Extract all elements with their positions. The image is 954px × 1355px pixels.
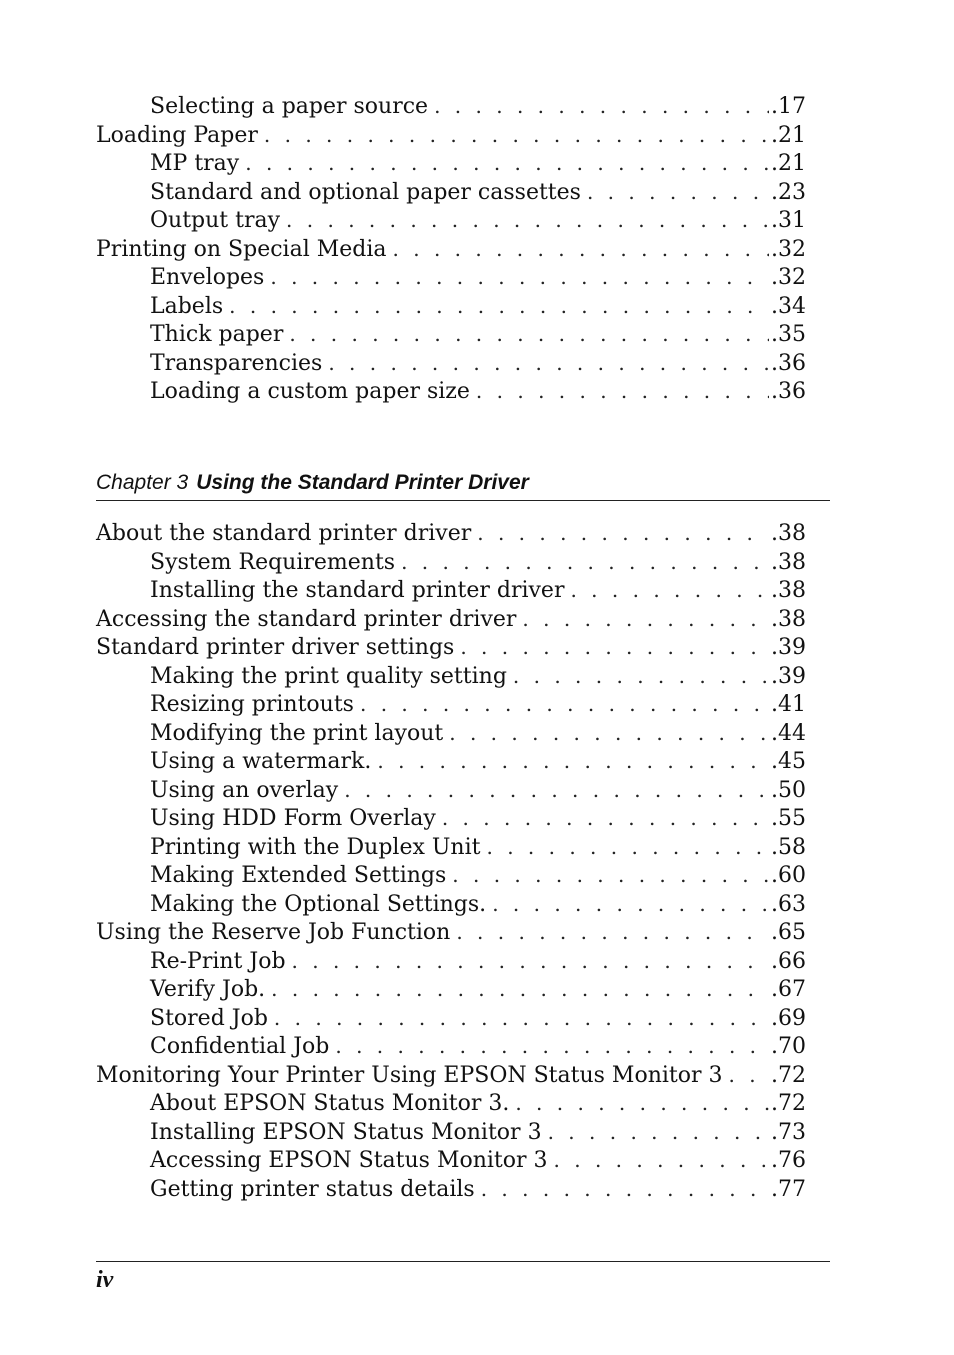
toc-entry-title: Using a watermark. bbox=[150, 748, 377, 777]
toc-dot-leader bbox=[452, 861, 769, 890]
toc-entry-title: Stored Job bbox=[150, 1005, 274, 1034]
toc-dot-leader bbox=[729, 1061, 769, 1090]
toc-entry[interactable] bbox=[96, 947, 806, 976]
toc-entry-title: Resizing printouts bbox=[150, 691, 360, 720]
toc-entry-page: .32 bbox=[771, 265, 806, 290]
toc-entry-page: .39 bbox=[771, 663, 806, 689]
toc-entry-title: System Requirements bbox=[150, 549, 401, 578]
toc-dot-leader bbox=[289, 320, 769, 349]
toc-dot-leader bbox=[377, 747, 769, 776]
toc-entry-title: Modifying the print layout bbox=[150, 720, 449, 749]
toc-entry[interactable] bbox=[96, 235, 806, 264]
toc-entry-title: Confidential Job bbox=[150, 1033, 335, 1062]
toc-entry[interactable] bbox=[96, 719, 806, 748]
toc-entry-page: .35 bbox=[771, 322, 806, 347]
footer-page-number: iv bbox=[96, 1267, 114, 1293]
toc-entry[interactable] bbox=[96, 747, 806, 776]
toc-entry-title: Making the print quality setting bbox=[150, 663, 513, 692]
toc-dot-leader bbox=[481, 1175, 769, 1204]
toc-entry[interactable] bbox=[96, 121, 806, 150]
toc-entry[interactable] bbox=[96, 633, 806, 662]
toc-dot-leader bbox=[335, 1032, 769, 1061]
toc-entry[interactable] bbox=[96, 149, 806, 178]
toc-entry-title: Installing EPSON Status Monitor 3 bbox=[150, 1119, 548, 1148]
toc-dot-leader bbox=[264, 121, 769, 150]
toc-entry[interactable] bbox=[96, 519, 806, 548]
toc-entry-page: .38 bbox=[771, 549, 806, 575]
toc-dot-leader bbox=[328, 349, 769, 378]
toc-entry-title: Output tray bbox=[150, 207, 286, 236]
toc-entry-page: .77 bbox=[771, 1176, 806, 1202]
toc-dot-leader bbox=[286, 206, 769, 235]
toc-entry[interactable] bbox=[96, 320, 806, 349]
toc-entry-title: Making Extended Settings bbox=[150, 862, 452, 891]
toc-entry[interactable] bbox=[96, 662, 806, 691]
toc-dot-leader bbox=[274, 1004, 769, 1033]
toc-entry[interactable] bbox=[96, 1118, 806, 1147]
footer-rule bbox=[96, 1261, 830, 1262]
toc-entry-page: .55 bbox=[771, 806, 806, 831]
toc-entry[interactable] bbox=[96, 1146, 806, 1175]
toc-entry-page: .69 bbox=[771, 1005, 806, 1031]
toc-entry-page: .36 bbox=[771, 350, 806, 376]
toc-entry-title: Transparencies bbox=[150, 350, 328, 379]
toc-entry[interactable] bbox=[96, 861, 806, 890]
toc-entry-page: .58 bbox=[771, 834, 806, 860]
toc-dot-leader bbox=[271, 975, 769, 1004]
toc-entry-title: Standard and optional paper cassettes bbox=[150, 179, 587, 208]
toc-entry-page: .31 bbox=[771, 208, 806, 233]
toc-entry-title: MP tray bbox=[150, 150, 245, 179]
toc-entry-title: Thick paper bbox=[150, 321, 289, 350]
toc-entry-page: .65 bbox=[771, 920, 806, 945]
toc-entry-page: .66 bbox=[771, 948, 806, 974]
toc-entry[interactable] bbox=[96, 1032, 806, 1061]
toc-dot-leader bbox=[587, 178, 769, 207]
toc-entry[interactable] bbox=[96, 890, 806, 919]
toc-entry[interactable] bbox=[96, 776, 806, 805]
toc-entry[interactable] bbox=[96, 1089, 806, 1118]
toc-dot-leader bbox=[245, 149, 769, 178]
toc-entry-title: Re-Print Job bbox=[150, 948, 292, 977]
toc-entry-page: .45 bbox=[771, 749, 806, 774]
toc-dot-leader bbox=[476, 377, 769, 406]
toc-entry-title: Monitoring Your Printer Using EPSON Status Monitor 3 bbox=[96, 1062, 729, 1091]
chapter-label: Chapter 3 bbox=[96, 471, 189, 494]
chapter-heading bbox=[96, 468, 830, 501]
toc-entry-page: .23 bbox=[771, 179, 806, 205]
toc-entry-page: .63 bbox=[771, 891, 806, 917]
toc-dot-leader bbox=[449, 719, 769, 748]
toc-dot-leader bbox=[434, 92, 769, 121]
toc-entry-page: .17 bbox=[771, 94, 806, 119]
toc-entry-title: Using an overlay bbox=[150, 777, 344, 806]
toc-section-top bbox=[96, 92, 806, 406]
toc-dot-leader bbox=[442, 804, 769, 833]
toc-entry[interactable] bbox=[96, 377, 806, 406]
chapter-title: Using the Standard Printer Driver bbox=[196, 471, 529, 494]
toc-entry-title: Accessing EPSON Status Monitor 3 bbox=[150, 1147, 554, 1176]
toc-entry-page: .21 bbox=[771, 151, 806, 176]
toc-dot-leader bbox=[344, 776, 769, 805]
toc-entry-page: .70 bbox=[771, 1034, 806, 1059]
toc-entry-title: Accessing the standard printer driver bbox=[96, 606, 522, 635]
toc-entry[interactable] bbox=[96, 206, 806, 235]
toc-entry-title: Making the Optional Settings. bbox=[150, 891, 492, 920]
toc-entry-page: .38 bbox=[771, 578, 806, 603]
toc-entry[interactable] bbox=[96, 918, 806, 947]
toc-section-chapter-3 bbox=[96, 519, 806, 1203]
toc-dot-leader bbox=[360, 690, 769, 719]
toc-entry-page: .76 bbox=[771, 1148, 806, 1173]
toc-entry-title: Verify Job. bbox=[150, 976, 271, 1005]
toc-dot-leader bbox=[548, 1118, 769, 1147]
toc-entry[interactable] bbox=[96, 833, 806, 862]
toc-dot-leader bbox=[229, 292, 769, 321]
toc-entry-page: .50 bbox=[771, 777, 806, 803]
toc-entry[interactable] bbox=[96, 292, 806, 321]
toc-dot-leader bbox=[513, 662, 769, 691]
toc-entry[interactable] bbox=[96, 1175, 806, 1204]
toc-entry-page: .38 bbox=[771, 521, 806, 546]
toc-entry[interactable] bbox=[96, 1061, 806, 1090]
toc-dot-leader bbox=[492, 890, 769, 919]
toc-dot-leader bbox=[460, 633, 769, 662]
toc-dot-leader bbox=[522, 605, 769, 634]
toc-entry[interactable] bbox=[96, 605, 806, 634]
toc-dot-leader bbox=[401, 548, 769, 577]
toc-entry-title: About EPSON Status Monitor 3. bbox=[150, 1090, 515, 1119]
toc-entry-page: .39 bbox=[771, 635, 806, 660]
toc-entry[interactable] bbox=[96, 263, 806, 292]
toc-entry-title: Printing on Special Media bbox=[96, 236, 393, 265]
toc-entry-page: .72 bbox=[771, 1091, 806, 1116]
toc-entry-page: .60 bbox=[771, 863, 806, 888]
toc-entry-title: Standard printer driver settings bbox=[96, 634, 460, 663]
toc-entry-page: .32 bbox=[771, 236, 806, 262]
toc-dot-leader bbox=[486, 833, 769, 862]
toc-dot-leader bbox=[477, 519, 769, 548]
toc-entry[interactable] bbox=[96, 1004, 806, 1033]
toc-entry-title: Using the Reserve Job Function bbox=[96, 919, 456, 948]
toc-entry-page: .72 bbox=[771, 1062, 806, 1088]
toc-entry-page: .67 bbox=[771, 977, 806, 1002]
toc-entry-title: Using HDD Form Overlay bbox=[150, 805, 442, 834]
toc-entry[interactable] bbox=[96, 548, 806, 577]
toc-dot-leader bbox=[292, 947, 769, 976]
toc-entry-page: .34 bbox=[771, 293, 806, 319]
toc-entry-title: Loading a custom paper size bbox=[150, 378, 476, 407]
toc-entry[interactable] bbox=[96, 178, 806, 207]
toc-entry-title: Getting printer status details bbox=[150, 1176, 481, 1205]
toc-entry[interactable] bbox=[96, 975, 806, 1004]
toc-entry[interactable] bbox=[96, 804, 806, 833]
toc-entry-title: Installing the standard printer driver bbox=[150, 577, 570, 606]
toc-entry-title: Printing with the Duplex Unit bbox=[150, 834, 486, 863]
toc-entry[interactable] bbox=[96, 92, 806, 121]
toc-entry[interactable] bbox=[96, 576, 806, 605]
toc-entry-title: Loading Paper bbox=[96, 122, 264, 151]
toc-entry-page: .41 bbox=[771, 692, 806, 717]
toc-entry-page: .44 bbox=[771, 720, 806, 746]
toc-entry-page: .36 bbox=[771, 379, 806, 404]
toc-entry-title: Envelopes bbox=[150, 264, 270, 293]
toc-dot-leader bbox=[456, 918, 769, 947]
toc-dot-leader bbox=[270, 263, 769, 292]
toc-entry-title: Selecting a paper source bbox=[150, 93, 434, 122]
toc-entry-title: About the standard printer driver bbox=[96, 520, 477, 549]
toc-entry-page: .73 bbox=[771, 1119, 806, 1145]
toc-entry-title: Labels bbox=[150, 293, 229, 322]
toc-entry[interactable] bbox=[96, 349, 806, 378]
toc-dot-leader bbox=[393, 235, 769, 264]
toc-dot-leader bbox=[515, 1089, 769, 1118]
toc-dot-leader bbox=[554, 1146, 769, 1175]
toc-entry[interactable] bbox=[96, 690, 806, 719]
toc-dot-leader bbox=[570, 576, 769, 605]
toc-entry-page: .38 bbox=[771, 606, 806, 632]
toc-entry-page: .21 bbox=[771, 122, 806, 148]
